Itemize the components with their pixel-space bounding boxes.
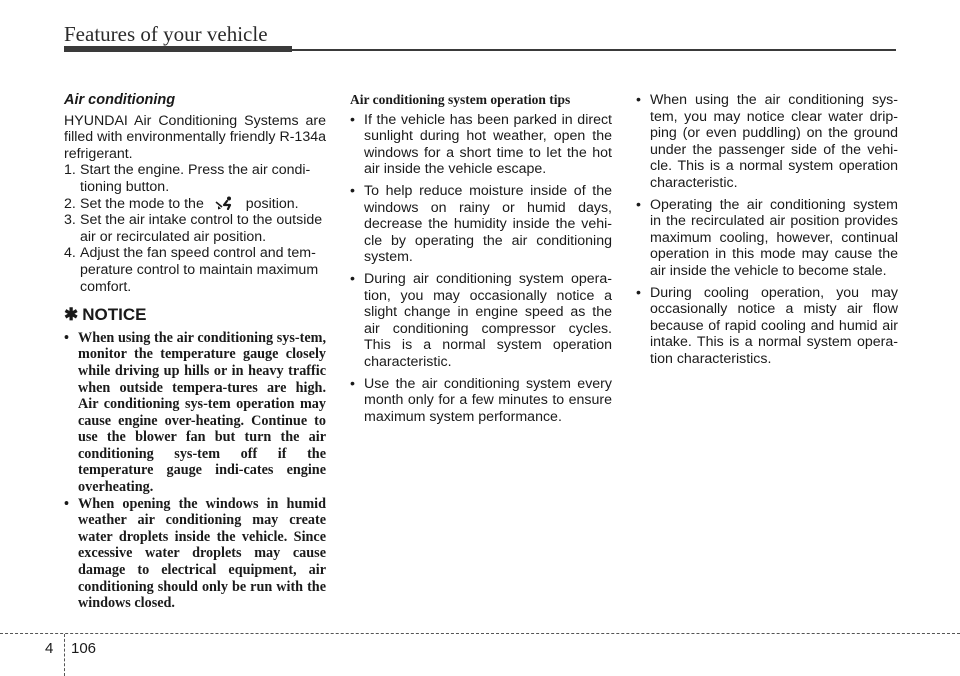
chapter-number: 4: [45, 640, 54, 657]
step-2: [64, 196, 326, 213]
floor-mode-icon: [208, 196, 242, 210]
step-number: 4.: [64, 245, 76, 262]
bullet-icon: •: [350, 111, 355, 128]
bullet-icon: •: [350, 270, 355, 287]
footer-rule: [0, 633, 960, 634]
list-item-text: To help reduce moisture inside of the windows on rainy or humid days, decrease the humidity inside the vehi-cle by operating the air conditioning system.: [364, 182, 612, 266]
list-item-text: When using the air conditioning sys-tem, you may notice clear water drip-ping (or even puddling) on the ground under the passenger side of the vehi-cle. This is a normal system operation characteristic.: [650, 92, 898, 191]
list-item: [350, 376, 612, 426]
list-item-text: During cooling operation, you may occasionally notice a misty air flow because of rapid cooling and humid air intake. This is a normal system opera-tion characteristics.: [650, 284, 898, 367]
notice-item-text: When opening the windows in humid weather air conditioning may create water droplets inside the vehicle. Since excessive water droplets may cause damage to electrical equipment, air conditioning should only be run with the windows closed.: [78, 495, 326, 612]
step-4: [64, 245, 326, 295]
list-item-text: Operating the air conditioning system in the recirculated air position provides maximum cooling, however, continual operation in this mode may cause the air inside the vehicle to become stale.: [650, 196, 898, 279]
step-text-post: position.: [245, 195, 299, 212]
intro-paragraph: HYUNDAI Air Conditioning Systems are filled with environmentally friendly R-134a refrigerant.: [64, 112, 326, 162]
step-text: Set the air intake control to the outside air or recirculated air position.: [80, 212, 323, 245]
list-item: [636, 92, 898, 192]
bullet-icon: •: [350, 182, 355, 199]
notice-block: [64, 330, 326, 612]
column-3: [636, 92, 898, 373]
header-rule-thin: [292, 49, 896, 51]
footer-divider: [64, 634, 65, 676]
notice-heading: [64, 307, 326, 324]
step-text: [80, 196, 326, 213]
list-item: [350, 112, 612, 178]
step-number: 1.: [64, 162, 76, 179]
step-3: [64, 212, 326, 245]
bullet-icon: •: [64, 495, 69, 512]
list-item: [636, 197, 898, 280]
column-2: [350, 92, 612, 430]
bullet-icon: •: [636, 196, 641, 213]
step-text: Adjust the fan speed control and tem-perature control to maintain maximum comfort.: [80, 245, 319, 295]
notice-item: [64, 330, 326, 496]
step-1: [64, 162, 326, 195]
column-1: [64, 92, 326, 612]
step-text: Start the engine. Press the air condi-tioning button.: [80, 162, 311, 195]
list-item-text: During air conditioning system opera-tion, you may occasionally notice a slight change in engine speed as the air conditioning compressor cycles. This is a normal system operation characteristic.: [364, 270, 612, 370]
list-item-text: Use the air conditioning system every month only for a few minutes to ensure maximum system performance.: [364, 375, 612, 425]
section-heading-operation-tips: Air conditioning system operation tips: [350, 92, 571, 107]
notice-title: NOTICE: [82, 305, 147, 325]
notice-item: [64, 496, 326, 612]
step-text-pre: Set the mode to the: [80, 195, 204, 212]
bullet-icon: •: [636, 92, 641, 108]
bullet-icon: •: [64, 329, 69, 346]
bullet-icon: •: [350, 375, 355, 392]
header-rule-thick: [64, 46, 292, 52]
notice-star-icon: ✱: [64, 305, 79, 325]
section-heading-air-conditioning: Air conditioning: [64, 92, 176, 108]
bullet-icon: •: [636, 284, 641, 301]
page-number: 106: [71, 640, 97, 657]
list-item-text: If the vehicle has been parked in direct sunlight during hot weather, open the windows for a short time to let the hot air inside the vehicle escape.: [364, 111, 612, 178]
list-item: [636, 285, 898, 368]
list-item: [350, 183, 612, 266]
notice-item-text: When using the air conditioning sys-tem, monitor the temperature gauge closely while driving up hills or in heavy traffic when outside tempera-tures are high. Air conditioning sys-tem operation may cause engine over-heating. Continue to use the blower fan but turn the air conditioning sys-tem off if the temperature gauge indi-cates engine overheating.: [78, 329, 326, 496]
step-number: 3.: [64, 212, 76, 229]
step-number: 2.: [64, 195, 76, 212]
page-header-title: Features of your vehicle: [64, 22, 268, 46]
list-item: [350, 271, 612, 371]
